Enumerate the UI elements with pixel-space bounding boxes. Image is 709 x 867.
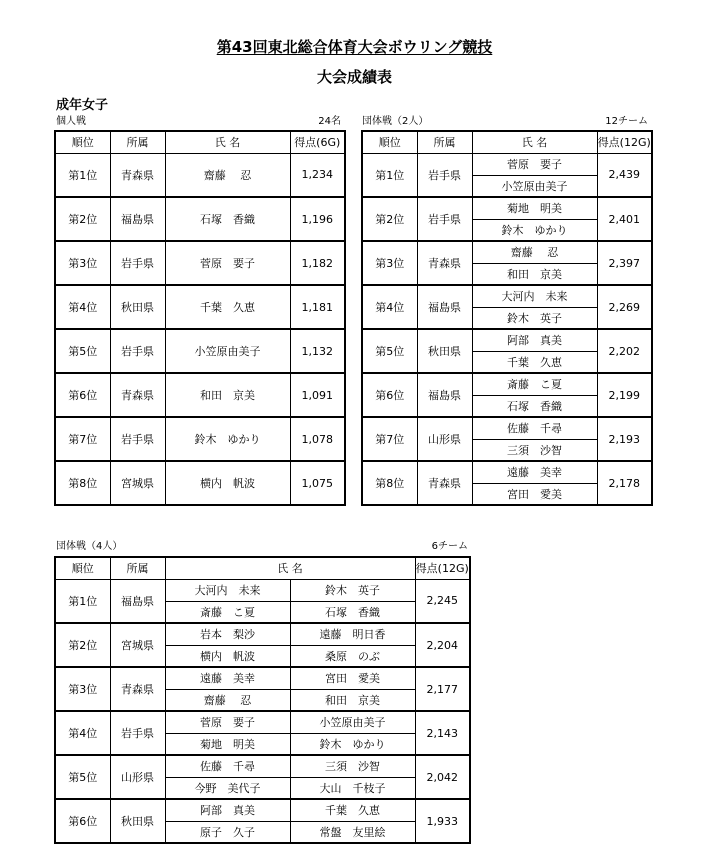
team4-caption: 団体戦（4人） [56,541,123,552]
player-name-cell: 鈴木 ゆかり [472,219,597,241]
table-row [55,711,470,733]
player-name-cell: 遠藤 美幸 [472,461,597,483]
rank-cell: 第2位 [55,623,110,667]
player-name-cell: 菅原 要子 [165,241,290,285]
header-rank: 順位 [362,131,417,153]
score-cell: 1,182 [290,241,345,285]
score-cell: 2,042 [415,755,470,799]
prefecture-cell: 青森県 [110,373,165,417]
player-name-cell: 宮田 愛美 [472,483,597,505]
header-rank: 順位 [55,557,110,579]
player-name-cell: 小笠原由美子 [290,711,415,733]
rank-cell: 第3位 [55,667,110,711]
header-pref: 所属 [110,131,165,153]
player-name-cell: 千葉 久恵 [165,285,290,329]
player-name-cell: 鈴木 ゆかり [290,733,415,755]
rank-cell: 第8位 [55,461,110,505]
individual-caption: 個人戦 [56,116,86,127]
rank-cell: 第4位 [362,285,417,329]
player-name-cell: 三須 沙智 [290,755,415,777]
player-name-cell: 大山 千枝子 [290,777,415,799]
player-name-cell: 鈴木 英子 [290,579,415,601]
rank-cell: 第1位 [55,153,110,197]
score-cell: 2,397 [597,241,652,285]
score-cell: 1,234 [290,153,345,197]
rank-cell: 第8位 [362,461,417,505]
player-name-cell: 齋藤 忍 [165,689,290,711]
player-name-cell: 遠藤 美幸 [165,667,290,689]
category-label: 成年女子 [56,98,109,113]
prefecture-cell: 岩手県 [110,711,165,755]
prefecture-cell: 岩手県 [417,197,472,241]
table-row [55,329,345,373]
header-score: 得点(12G) [597,131,652,153]
player-name-cell: 横内 帆波 [165,461,290,505]
player-name-cell: 佐藤 千尋 [165,755,290,777]
table-row [362,417,652,439]
score-cell: 2,178 [597,461,652,505]
table-row [362,241,652,263]
score-cell: 1,181 [290,285,345,329]
table-row [55,799,470,821]
table-row [55,285,345,329]
table-row [55,461,345,505]
table-row [55,197,345,241]
rank-cell: 第1位 [55,579,110,623]
table-row [362,461,652,483]
table-row [362,197,652,219]
document-title: 第43回東北総合体育大会ボウリング競技 [216,38,493,56]
prefecture-cell: 岩手県 [110,329,165,373]
score-cell: 2,204 [415,623,470,667]
rank-cell: 第5位 [362,329,417,373]
team2-caption: 団体戦（2人） [362,116,429,127]
prefecture-cell: 青森県 [417,461,472,505]
individual-count: 24名 [318,116,341,127]
prefecture-cell: 秋田県 [110,285,165,329]
rank-cell: 第6位 [55,799,110,843]
table-row [362,329,652,351]
prefecture-cell: 青森県 [417,241,472,285]
player-name-cell: 斎藤 こ夏 [472,373,597,395]
player-name-cell: 菊地 明美 [472,197,597,219]
rank-cell: 第1位 [362,153,417,197]
prefecture-cell: 福島県 [417,285,472,329]
table-row [55,153,345,197]
player-name-cell: 齋藤 忍 [165,153,290,197]
header-name: 氏 名 [472,131,597,153]
player-name-cell: 岩本 梨沙 [165,623,290,645]
player-name-cell: 千葉 久恵 [472,351,597,373]
player-name-cell: 石塚 香織 [290,601,415,623]
prefecture-cell: 宮城県 [110,461,165,505]
score-cell: 2,202 [597,329,652,373]
score-cell: 2,177 [415,667,470,711]
player-name-cell: 常盤 友里絵 [290,821,415,843]
score-cell: 2,193 [597,417,652,461]
player-name-cell: 菅原 要子 [165,711,290,733]
prefecture-cell: 秋田県 [110,799,165,843]
score-cell: 2,401 [597,197,652,241]
player-name-cell: 今野 美代子 [165,777,290,799]
player-name-cell: 石塚 香織 [472,395,597,417]
score-cell: 1,075 [290,461,345,505]
prefecture-cell: 青森県 [110,667,165,711]
individual-table [54,130,346,506]
prefecture-cell: 山形県 [110,755,165,799]
player-name-cell: 佐藤 千尋 [472,417,597,439]
rank-cell: 第6位 [362,373,417,417]
table-row [362,153,652,175]
prefecture-cell: 秋田県 [417,329,472,373]
rank-cell: 第4位 [55,285,110,329]
score-cell: 2,439 [597,153,652,197]
player-name-cell: 和田 京美 [472,263,597,285]
rank-cell: 第4位 [55,711,110,755]
player-name-cell: 阿部 真美 [165,799,290,821]
score-cell: 2,143 [415,711,470,755]
player-name-cell: 斎藤 こ夏 [165,601,290,623]
score-cell: 2,199 [597,373,652,417]
header-rank: 順位 [55,131,110,153]
player-name-cell: 石塚 香織 [165,197,290,241]
score-cell: 1,196 [290,197,345,241]
player-name-cell: 三須 沙智 [472,439,597,461]
player-name-cell: 鈴木 英子 [472,307,597,329]
prefecture-cell: 福島県 [110,197,165,241]
player-name-cell: 桑原 のぶ [290,645,415,667]
prefecture-cell: 山形県 [417,417,472,461]
player-name-cell: 横内 帆波 [165,645,290,667]
header-pref: 所属 [417,131,472,153]
player-name-cell: 和田 京美 [165,373,290,417]
rank-cell: 第7位 [55,417,110,461]
header-name: 氏 名 [165,557,415,579]
rank-cell: 第3位 [362,241,417,285]
rank-cell: 第2位 [55,197,110,241]
player-name-cell: 原子 久子 [165,821,290,843]
player-name-cell: 宮田 愛美 [290,667,415,689]
prefecture-cell: 岩手県 [110,417,165,461]
table-row [55,373,345,417]
rank-cell: 第3位 [55,241,110,285]
player-name-cell: 遠藤 明日香 [290,623,415,645]
rank-cell: 第5位 [55,755,110,799]
player-name-cell: 大河内 未来 [165,579,290,601]
player-name-cell: 大河内 未来 [472,285,597,307]
table-row [55,623,470,645]
rank-cell: 第6位 [55,373,110,417]
document-subtitle: 大会成績表 [316,68,392,86]
rank-cell: 第2位 [362,197,417,241]
header-score: 得点(6G) [290,131,345,153]
score-cell: 1,933 [415,799,470,843]
player-name-cell: 鈴木 ゆかり [165,417,290,461]
table-row [362,285,652,307]
player-name-cell: 小笠原由美子 [165,329,290,373]
team2-table [361,130,653,506]
player-name-cell: 小笠原由美子 [472,175,597,197]
table-row [55,241,345,285]
rank-cell: 第5位 [55,329,110,373]
table-row [55,417,345,461]
prefecture-cell: 岩手県 [417,153,472,197]
player-name-cell: 齋藤 忍 [472,241,597,263]
score-cell: 1,132 [290,329,345,373]
player-name-cell: 菅原 要子 [472,153,597,175]
score-cell: 1,091 [290,373,345,417]
player-name-cell: 菊地 明美 [165,733,290,755]
prefecture-cell: 青森県 [110,153,165,197]
prefecture-cell: 岩手県 [110,241,165,285]
prefecture-cell: 福島県 [417,373,472,417]
table-row [362,373,652,395]
table-row [55,579,470,601]
score-cell: 2,245 [415,579,470,623]
header-score: 得点(12G) [415,557,470,579]
score-cell: 1,078 [290,417,345,461]
table-row [55,667,470,689]
header-name: 氏 名 [165,131,290,153]
table-row [55,755,470,777]
team4-count: 6チーム [431,541,468,552]
score-cell: 2,269 [597,285,652,329]
player-name-cell: 阿部 真美 [472,329,597,351]
player-name-cell: 和田 京美 [290,689,415,711]
header-pref: 所属 [110,557,165,579]
prefecture-cell: 福島県 [110,579,165,623]
rank-cell: 第7位 [362,417,417,461]
prefecture-cell: 宮城県 [110,623,165,667]
team4-table [54,556,471,844]
team2-count: 12チーム [605,116,648,127]
player-name-cell: 千葉 久恵 [290,799,415,821]
